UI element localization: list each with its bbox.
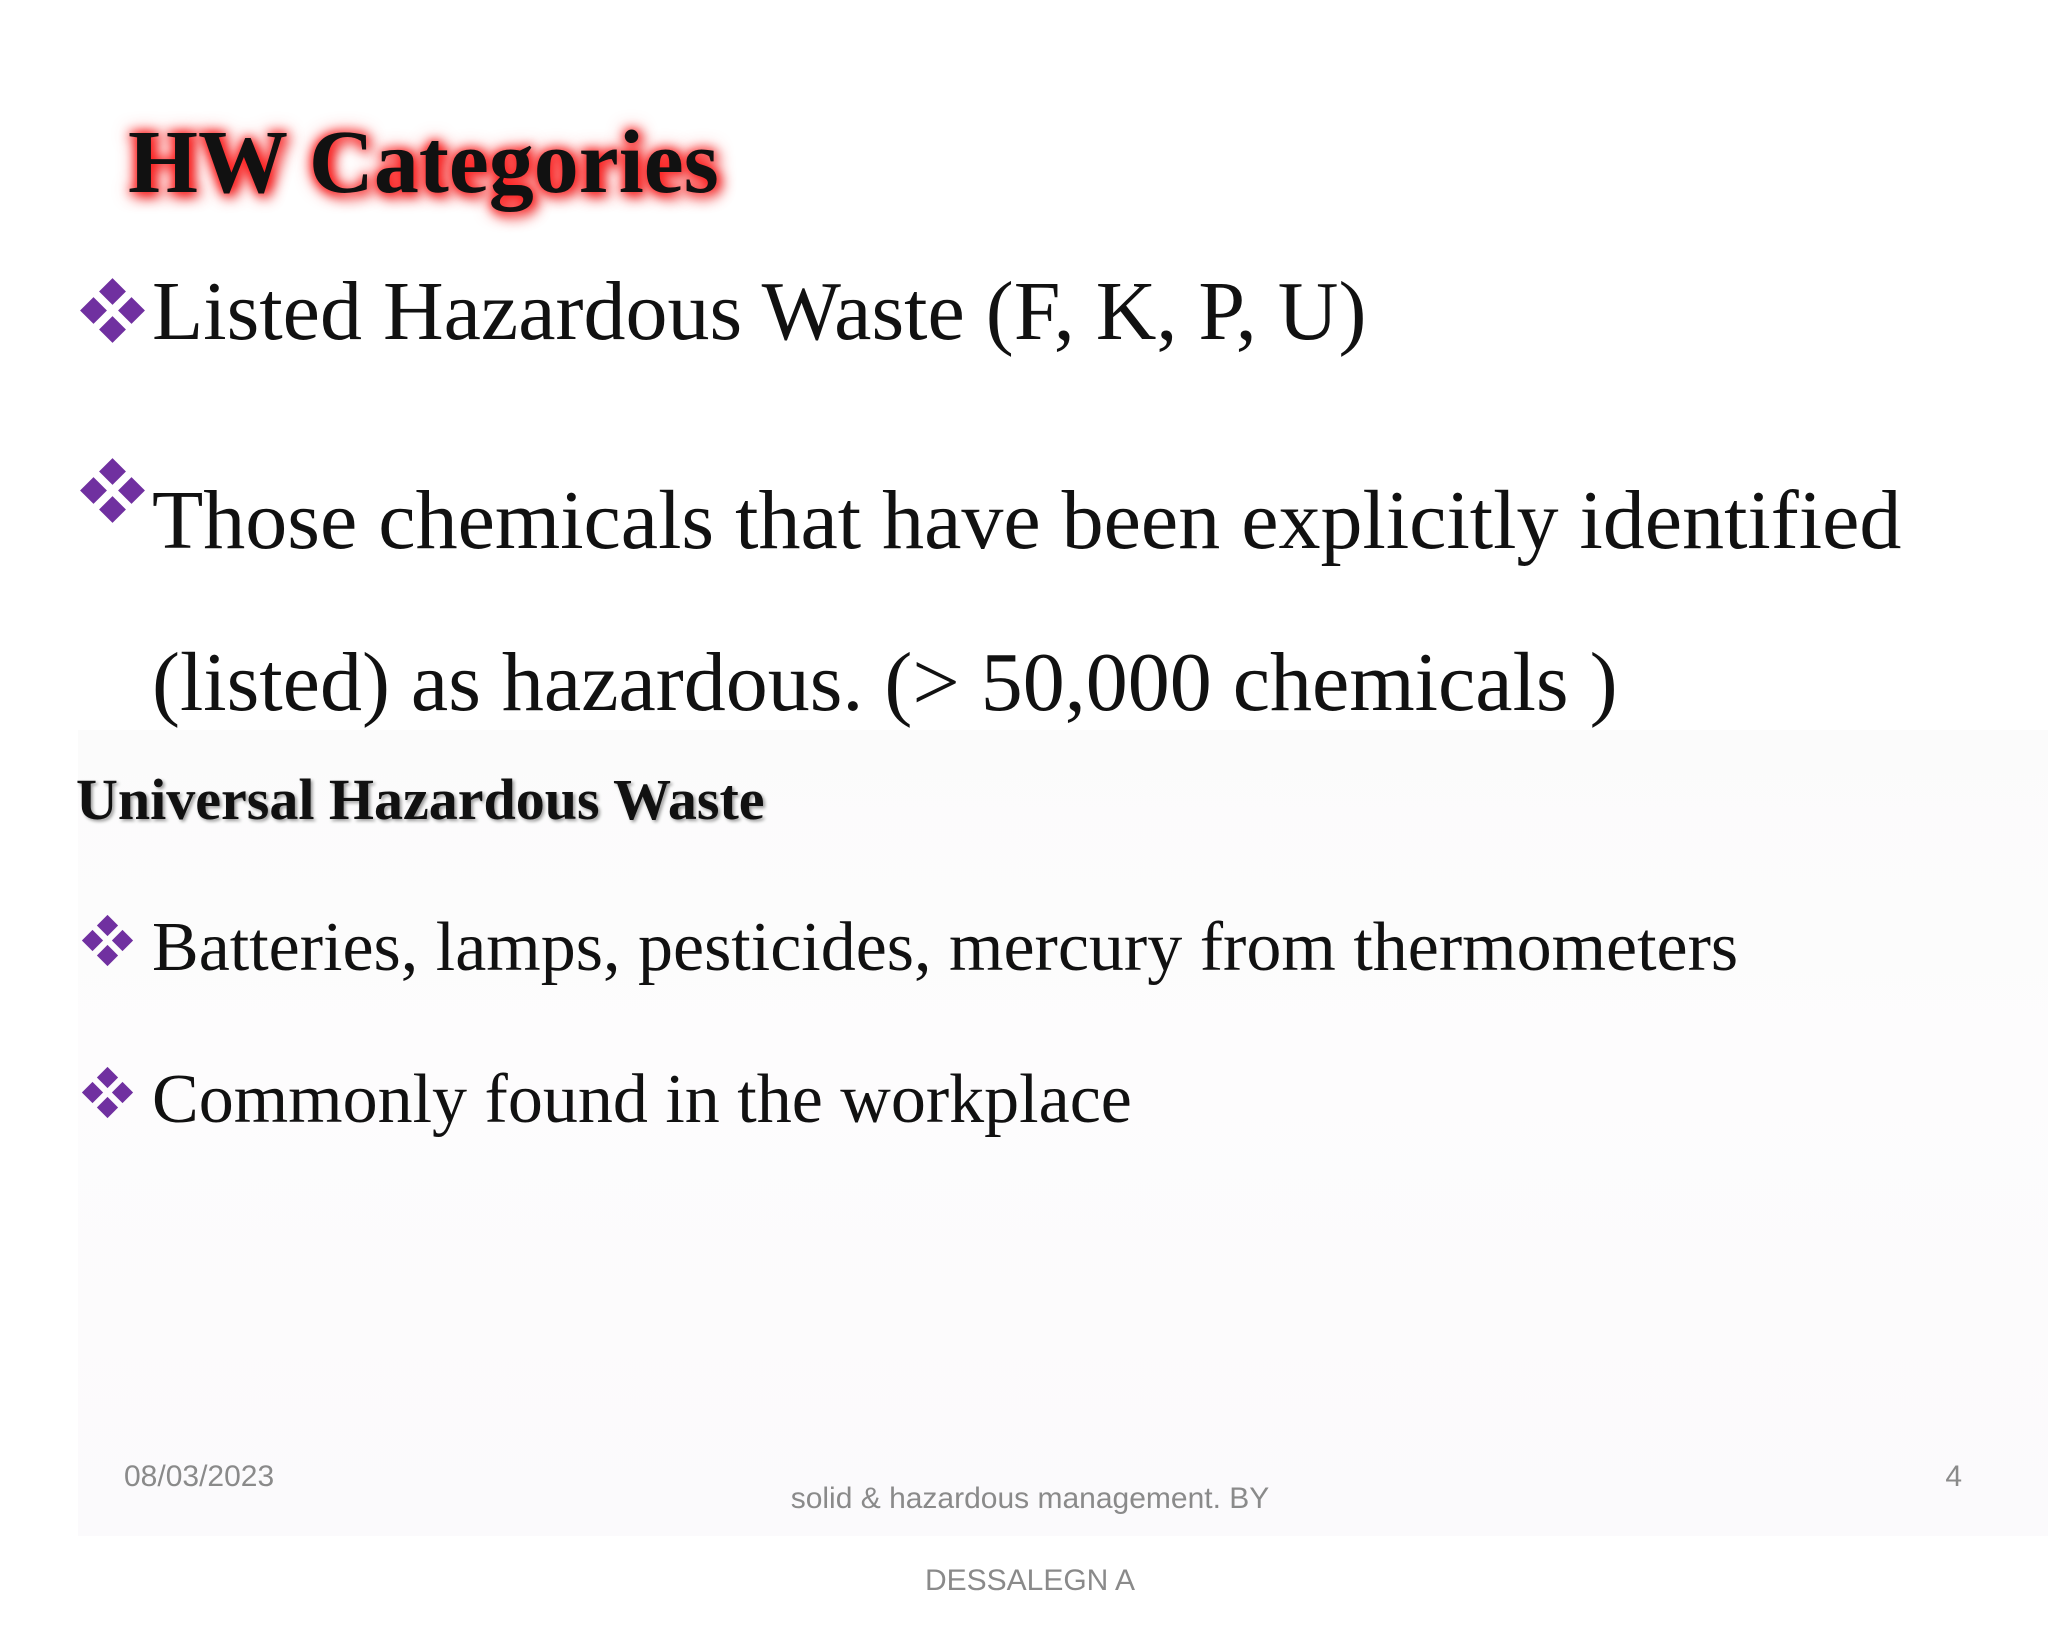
footer-date: 08/03/2023: [124, 1460, 275, 1493]
bullet-text: Commonly found in the workplace: [152, 1061, 1132, 1138]
bullet-text: Batteries, lamps, pesticides, mercury from thermometers: [152, 909, 1739, 986]
bullet-text: Those chemicals that have been explicitly identified (listed) as hazardous. (> 50,000 chemicals ): [152, 474, 1902, 729]
bullet-explicitly-identified: [78, 440, 2048, 764]
section-subheading: Universal Hazardous Waste: [76, 767, 765, 832]
four-diamond-bullet-icon: [78, 458, 148, 528]
footer-author-line1: solid & hazardous management. BY: [790, 1482, 1270, 1515]
four-diamond-bullet-icon: [78, 913, 140, 975]
footer-page-number: 4: [1945, 1460, 1962, 1493]
bullet-listed-hazardous-waste: [78, 262, 1366, 362]
four-diamond-bullet-icon: [78, 278, 148, 348]
bullet-batteries-lamps: [78, 905, 1738, 991]
footer-author-line2: DESSALEGN A: [924, 1564, 1136, 1597]
slide-title: HW Categories: [128, 113, 719, 212]
four-diamond-bullet-icon: [78, 1065, 140, 1127]
footer-author: [750, 1437, 1310, 1642]
bullet-text: Listed Hazardous Waste (F, K, P, U): [152, 265, 1367, 358]
bullet-commonly-found: [78, 1057, 1132, 1143]
